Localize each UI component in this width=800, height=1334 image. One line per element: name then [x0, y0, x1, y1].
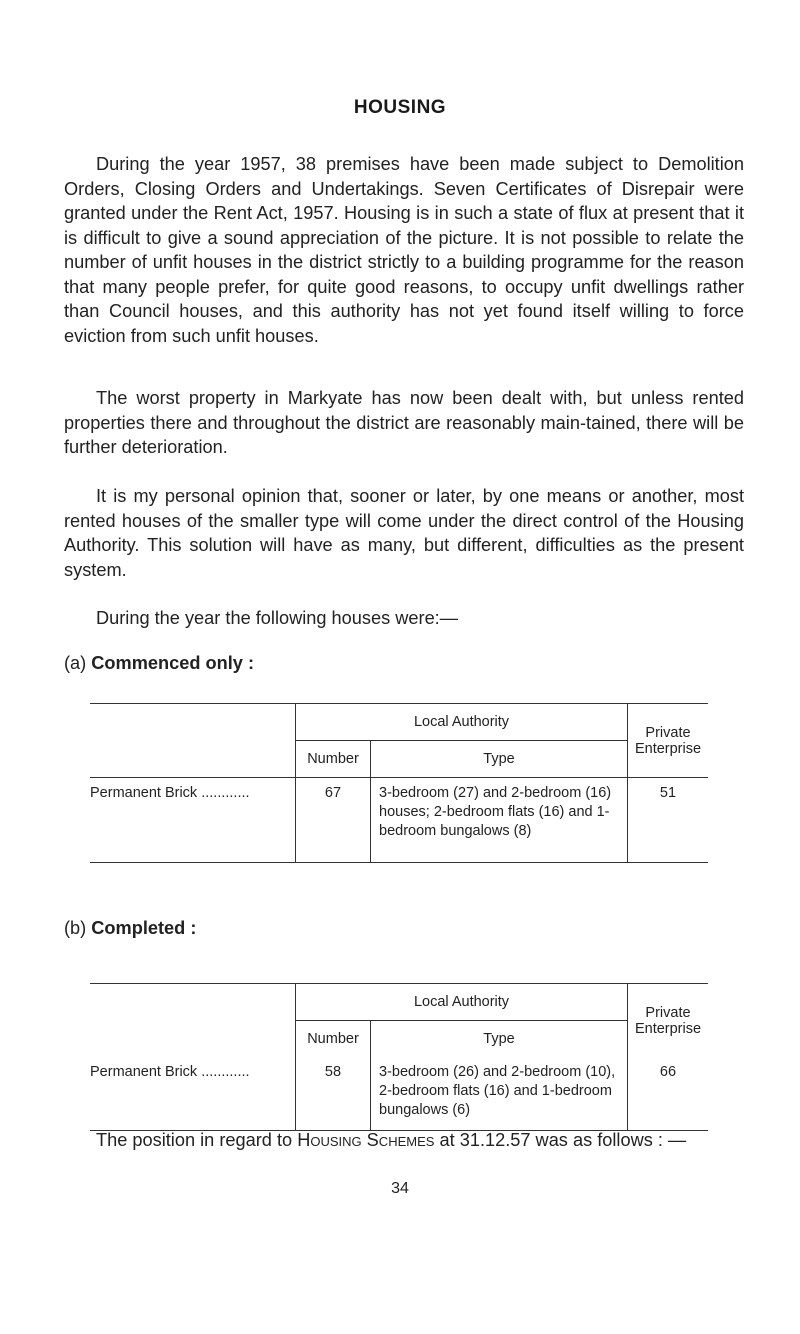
paragraph-intro: During the year the following houses were:— — [96, 608, 458, 628]
table-row — [90, 778, 708, 863]
section-b-title: Completed : — [91, 918, 197, 938]
paragraph-opinion: It is my personal opinion that, sooner or later, by one means or another, most rented houses of the smaller type will come under the direct control of the Housing Authority. This solution will have as many, but different, difficulties as the present system. — [64, 486, 744, 580]
header-private-enterprise: Private Enterprise — [628, 704, 709, 778]
header-type: Type — [371, 1021, 628, 1058]
completed-table — [90, 983, 708, 1131]
page-number: 34 — [391, 1180, 409, 1197]
private-cell: 51 — [628, 778, 709, 863]
number-cell: 67 — [296, 778, 371, 863]
section-a-marker: (a) — [64, 653, 87, 673]
row-label: Permanent Brick ............ — [90, 1057, 296, 1131]
row-label: Permanent Brick ............ — [90, 778, 296, 863]
header-type: Type — [371, 741, 628, 778]
type-cell: 3-bedroom (27) and 2-bedroom (16) houses; 2-bedroom flats (16) and 1-bedroom bungalows (8) — [371, 778, 628, 863]
paragraph-demolition: During the year 1957, 38 premises have been made subject to Demolition Orders, Closing Orders and Undertakings. Seven Certificates of Disrepair were granted under the Rent Act, 1957. Housing is in such a state of flux at present that it is difficult to give a sound appreciation of the picture. It is not possible to relate the number of unfit houses in the district strictly to a building programme for the reason that many people prefer, for quite good reasons, to occupy unfit dwellings rather than Council houses, and this authority has not yet found itself willing to force eviction from such unfit houses. — [64, 154, 744, 346]
section-a-title: Commenced only : — [91, 653, 254, 673]
closing-paragraph: The position in regard to Housing Schemes at 31.12.57 was as follows : — — [96, 1130, 687, 1150]
header-number: Number — [296, 741, 371, 778]
commenced-table — [90, 703, 708, 863]
number-cell: 58 — [296, 1057, 371, 1131]
section-b-label — [64, 918, 196, 939]
page-heading: HOUSING — [353, 97, 447, 118]
header-local-authority: Local Authority — [296, 984, 628, 1021]
private-cell: 66 — [628, 1057, 709, 1131]
table-row — [90, 1057, 708, 1131]
header-private-enterprise: Private Enterprise — [628, 984, 709, 1058]
paragraph-markyate: The worst property in Markyate has now been dealt with, but unless rented properties there and throughout the district are reasonably main-tained, there will be further deterioration. — [64, 388, 744, 457]
section-a-label — [64, 653, 254, 674]
type-cell: 3-bedroom (26) and 2-bedroom (10), 2-bedroom flats (16) and 1-bedroom bungalows (6) — [371, 1057, 628, 1131]
housing-schemes-text: Housing Schemes — [297, 1130, 435, 1150]
header-number: Number — [296, 1021, 371, 1058]
section-b-marker: (b) — [64, 918, 87, 938]
header-local-authority: Local Authority — [296, 704, 628, 741]
